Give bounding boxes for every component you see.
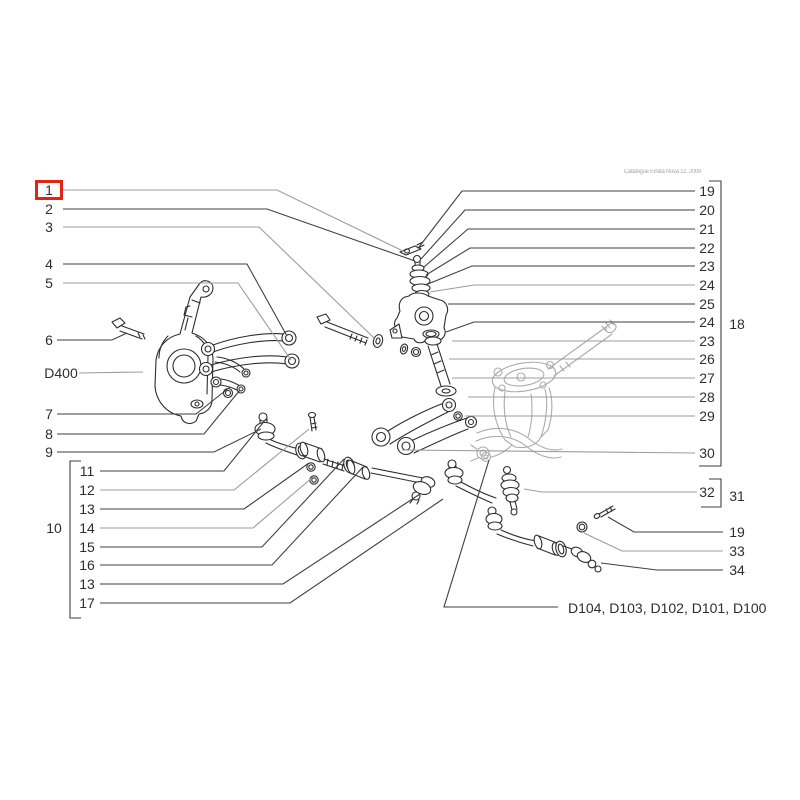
callout-19-lower[interactable]: 19 [729, 524, 745, 540]
callout-1[interactable]: 1 [45, 182, 53, 198]
callout-group-31[interactable]: 31 [729, 488, 745, 504]
callout-9[interactable]: 9 [45, 444, 53, 460]
callout-13-upper[interactable]: 13 [79, 501, 95, 517]
callout-23-lower[interactable]: 23 [699, 333, 715, 349]
callout-7[interactable]: 7 [45, 406, 53, 422]
callout-29[interactable]: 29 [699, 408, 715, 424]
callout-2[interactable]: 2 [45, 201, 53, 217]
drag-link-assembly [445, 460, 615, 572]
callout-24-upper[interactable]: 24 [699, 277, 715, 293]
callout-4[interactable]: 4 [45, 256, 53, 272]
steering-arms [200, 331, 300, 398]
callout-20[interactable]: 20 [699, 202, 715, 218]
callout-28[interactable]: 28 [699, 389, 715, 405]
callout-30[interactable]: 30 [699, 445, 715, 461]
callout-5[interactable]: 5 [45, 275, 53, 291]
callout-16[interactable]: 16 [79, 557, 95, 573]
callout-21[interactable]: 21 [699, 221, 715, 237]
model-code-label: D400 [44, 365, 78, 381]
callout-15[interactable]: 15 [79, 539, 95, 555]
watermark-text: Catalogue Errata Nova 12. 2009 [624, 169, 702, 175]
callout-17[interactable]: 17 [79, 595, 95, 611]
callout-27[interactable]: 27 [699, 370, 715, 386]
tie-rod-assembly [255, 413, 436, 505]
callout-6[interactable]: 6 [45, 332, 53, 348]
callout-32[interactable]: 32 [699, 484, 715, 500]
callout-25[interactable]: 25 [699, 296, 715, 312]
callout-33[interactable]: 33 [729, 543, 745, 559]
callout-34[interactable]: 34 [729, 562, 745, 578]
leader-lines [57, 181, 723, 618]
callout-group-18[interactable]: 18 [729, 316, 745, 332]
callout-26[interactable]: 26 [699, 351, 715, 367]
callout-11[interactable]: 11 [79, 463, 95, 479]
variant-codes-label: D104, D103, D102, D101, D100 [568, 600, 767, 616]
callout-22[interactable]: 22 [699, 240, 715, 256]
callout-12[interactable]: 12 [79, 482, 95, 498]
callout-23-upper[interactable]: 23 [699, 258, 715, 274]
idler-bracket-assembly [372, 242, 477, 455]
callout-14[interactable]: 14 [79, 520, 95, 536]
callout-group-10[interactable]: 10 [46, 520, 62, 536]
callout-13-lower[interactable]: 13 [79, 576, 95, 592]
callout-8[interactable]: 8 [45, 426, 53, 442]
callout-24-lower[interactable]: 24 [699, 314, 715, 330]
callout-3[interactable]: 3 [45, 219, 53, 235]
callout-19-top[interactable]: 19 [699, 183, 715, 199]
